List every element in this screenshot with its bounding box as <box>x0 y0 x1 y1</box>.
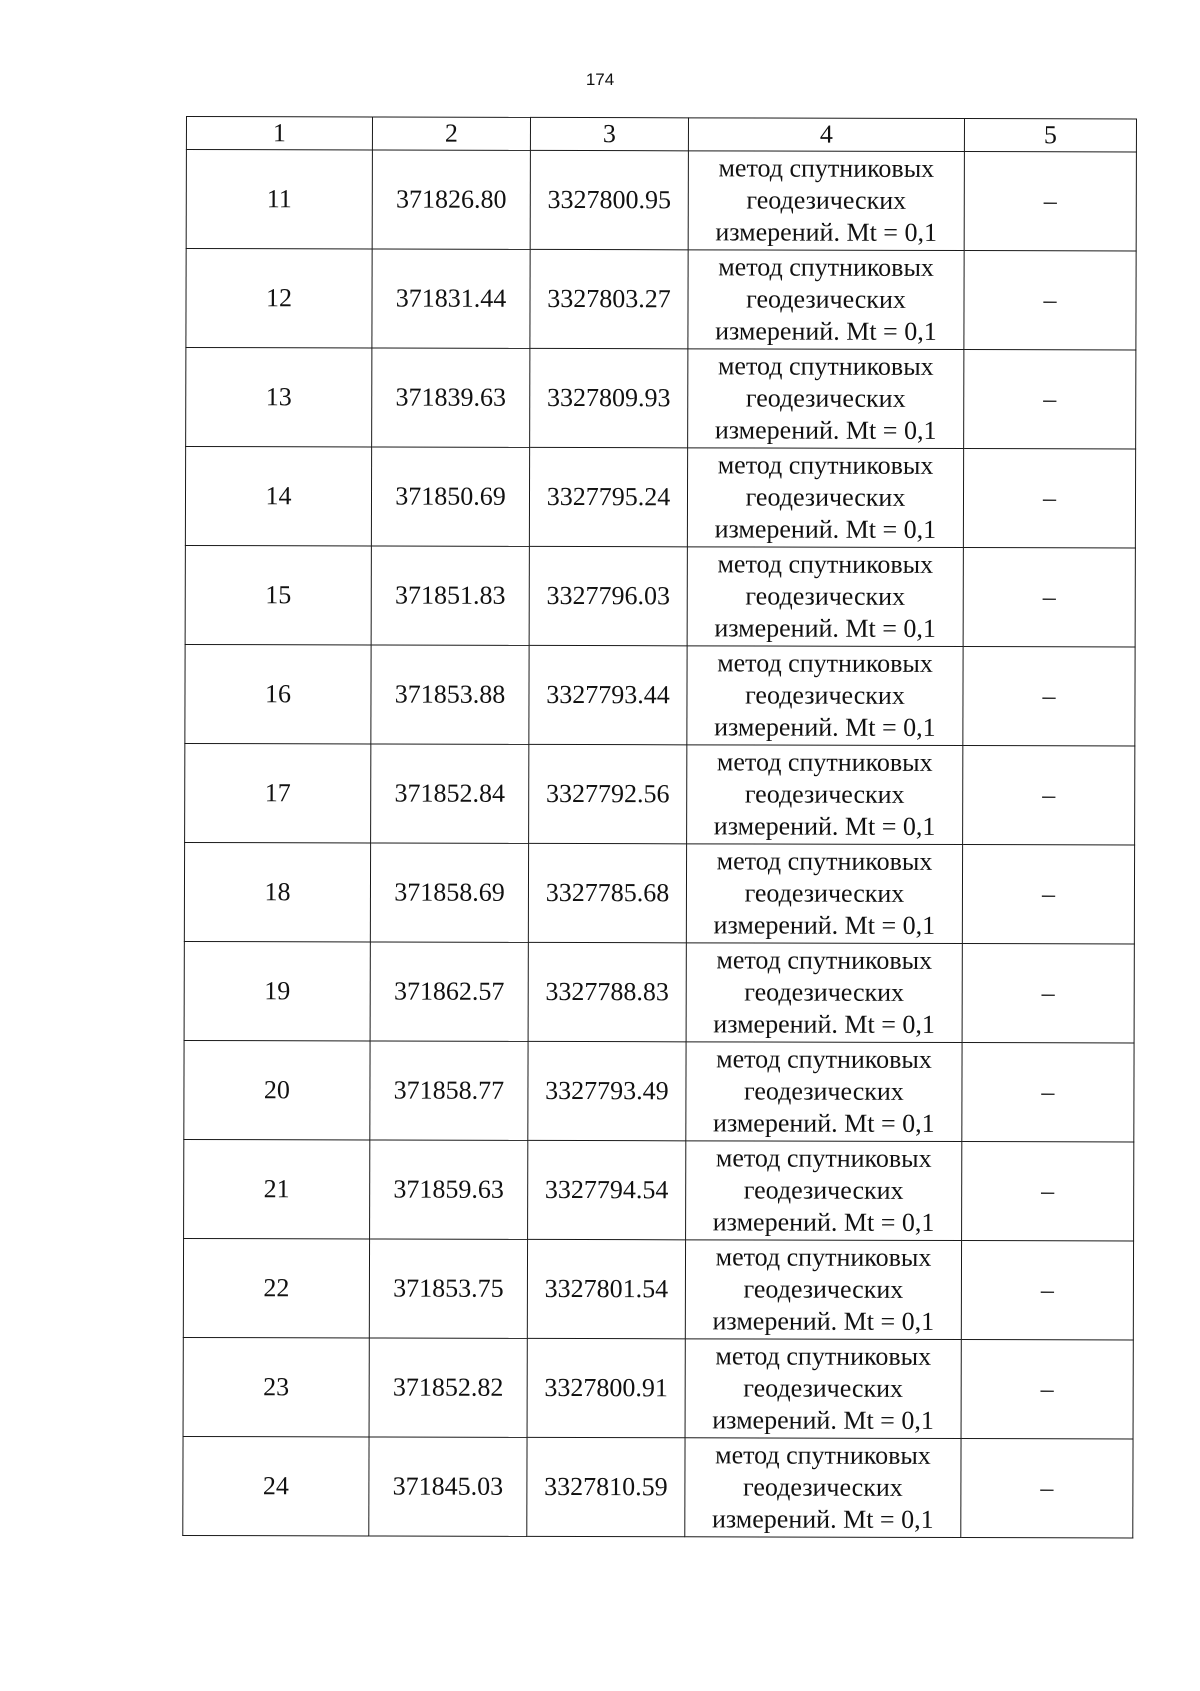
y-coordinate-cell: 3327800.91 <box>527 1338 685 1437</box>
x-coordinate-cell: 371852.84 <box>371 744 529 843</box>
table-header-row <box>186 117 1136 152</box>
y-coordinate-cell: 3327785.68 <box>528 843 686 942</box>
table-row <box>186 249 1136 350</box>
table-row <box>185 644 1135 745</box>
method-line: измерений. Mt = 0,1 <box>714 415 937 445</box>
method-line: метод спутниковых <box>716 846 933 876</box>
table-row <box>183 1337 1133 1438</box>
y-coordinate-cell: 3327810.59 <box>527 1437 685 1536</box>
table-row <box>186 348 1136 449</box>
note-cell: – <box>963 746 1135 845</box>
method-cell <box>685 1339 961 1439</box>
x-coordinate-cell: 371862.57 <box>370 942 528 1041</box>
method-line: геодезических <box>743 1274 904 1304</box>
note-cell: – <box>961 1340 1133 1439</box>
x-coordinate-cell: 371850.69 <box>371 447 529 546</box>
method-line: метод спутниковых <box>717 549 934 579</box>
method-cell <box>686 844 962 944</box>
note-cell: – <box>964 152 1136 251</box>
note-cell: – <box>964 350 1136 449</box>
method-line: геодезических <box>744 779 905 809</box>
page-number: 174 <box>585 70 615 89</box>
table-row <box>186 150 1136 251</box>
y-coordinate-cell: 3327800.95 <box>530 150 688 249</box>
table-row <box>184 1040 1134 1141</box>
point-number-cell: 16 <box>185 644 371 743</box>
y-coordinate-cell: 3327792.56 <box>529 744 687 843</box>
method-cell <box>688 349 964 449</box>
method-cell <box>688 250 964 350</box>
y-coordinate-cell: 3327803.27 <box>530 249 688 348</box>
method-line: метод спутниковых <box>715 1143 932 1173</box>
method-line: метод спутниковых <box>716 1044 932 1074</box>
method-line: измерений. Mt = 0,1 <box>715 316 937 346</box>
note-cell: – <box>963 449 1135 548</box>
method-line: геодезических <box>744 977 905 1007</box>
method-cell <box>687 448 963 548</box>
method-cell <box>686 1141 962 1241</box>
y-coordinate-cell: 3327795.24 <box>529 447 687 546</box>
method-line: геодезических <box>744 1076 904 1106</box>
header-cell: 5 <box>964 119 1136 152</box>
point-number-cell: 24 <box>183 1436 369 1535</box>
header-cell: 1 <box>186 117 372 150</box>
y-coordinate-cell: 3327793.49 <box>528 1041 686 1140</box>
method-line: геодезических <box>745 482 906 512</box>
note-cell: – <box>963 548 1135 647</box>
method-line: измерений. Mt = 0,1 <box>714 712 936 742</box>
y-coordinate-cell: 3327801.54 <box>527 1239 685 1338</box>
x-coordinate-cell: 371858.77 <box>370 1041 528 1140</box>
point-number-cell: 14 <box>185 447 371 546</box>
y-coordinate-cell: 3327788.83 <box>528 942 686 1041</box>
method-cell <box>685 1240 961 1340</box>
method-line: метод спутниковых <box>715 1440 931 1470</box>
note-cell: – <box>963 647 1135 746</box>
x-coordinate-cell: 371852.82 <box>369 1338 527 1437</box>
point-number-cell: 18 <box>184 842 370 941</box>
note-cell: – <box>962 944 1134 1043</box>
method-cell <box>687 547 963 647</box>
method-line: измерений. Mt = 0,1 <box>712 1207 935 1237</box>
method-line: измерений. Mt = 0,1 <box>713 811 936 841</box>
table-row <box>183 1238 1133 1339</box>
header-cell: 2 <box>372 117 530 150</box>
method-line: геодезических <box>743 1373 904 1403</box>
point-number-cell: 22 <box>183 1238 369 1337</box>
method-cell <box>687 646 963 746</box>
x-coordinate-cell: 371853.75 <box>369 1239 527 1338</box>
method-cell <box>688 151 964 251</box>
x-coordinate-cell: 371826.80 <box>372 150 530 249</box>
method-line: измерений. Mt = 0,1 <box>711 1504 934 1534</box>
table-row <box>185 545 1135 646</box>
note-cell: – <box>962 845 1134 944</box>
method-line: измерений. Mt = 0,1 <box>714 613 936 643</box>
table-row <box>185 447 1135 548</box>
table-row <box>183 1436 1133 1537</box>
method-line: геодезических <box>746 284 906 314</box>
method-line: измерений. Mt = 0,1 <box>715 217 938 247</box>
method-line: геодезических <box>744 878 905 908</box>
point-number-cell: 20 <box>184 1040 370 1139</box>
x-coordinate-cell: 371858.69 <box>370 843 528 942</box>
method-line: метод спутниковых <box>717 648 933 678</box>
method-line: метод спутниковых <box>715 1341 932 1371</box>
table-row <box>184 1139 1134 1240</box>
note-cell: – <box>962 1043 1134 1142</box>
method-line: геодезических <box>745 581 906 611</box>
point-number-cell: 23 <box>183 1337 369 1436</box>
method-line: геодезических <box>742 1472 903 1502</box>
method-line: измерений. Mt = 0,1 <box>713 910 936 940</box>
y-coordinate-cell: 3327809.93 <box>530 348 688 447</box>
point-number-cell: 11 <box>186 150 372 249</box>
method-line: геодезических <box>745 383 906 413</box>
method-line: измерений. Mt = 0,1 <box>712 1405 934 1435</box>
method-line: измерений. Mt = 0,1 <box>713 1108 935 1138</box>
x-coordinate-cell: 371853.88 <box>371 645 529 744</box>
method-line: метод спутниковых <box>718 252 934 282</box>
method-line: измерений. Mt = 0,1 <box>713 1009 935 1039</box>
point-number-cell: 15 <box>185 545 371 644</box>
y-coordinate-cell: 3327796.03 <box>529 546 687 645</box>
x-coordinate-cell: 371839.63 <box>372 348 530 447</box>
point-number-cell: 21 <box>184 1139 370 1238</box>
method-line: метод спутниковых <box>716 945 933 975</box>
table-row <box>185 743 1135 844</box>
x-coordinate-cell: 371859.63 <box>370 1140 528 1239</box>
method-line: метод спутниковых <box>715 1242 932 1272</box>
table-row <box>184 941 1134 1042</box>
method-line: геодезических <box>745 680 905 710</box>
y-coordinate-cell: 3327794.54 <box>528 1140 686 1239</box>
y-coordinate-cell: 3327793.44 <box>529 645 687 744</box>
header-cell: 3 <box>530 117 688 150</box>
header-cell: 4 <box>688 118 964 152</box>
note-cell: – <box>962 1142 1134 1241</box>
coordinates-table <box>182 116 1137 1538</box>
method-line: метод спутниковых <box>717 351 934 381</box>
method-cell <box>685 1438 961 1538</box>
point-number-cell: 19 <box>184 941 370 1040</box>
method-cell <box>687 745 963 845</box>
method-line: метод спутниковых <box>717 450 934 480</box>
method-line: геодезических <box>743 1175 904 1205</box>
method-line: метод спутниковых <box>716 747 933 777</box>
method-line: измерений. Mt = 0,1 <box>714 514 937 544</box>
table-row <box>184 842 1134 943</box>
x-coordinate-cell: 371845.03 <box>369 1437 527 1536</box>
note-cell: – <box>961 1241 1133 1340</box>
point-number-cell: 17 <box>185 743 371 842</box>
x-coordinate-cell: 371831.44 <box>372 249 530 348</box>
note-cell: – <box>961 1439 1133 1538</box>
method-line: метод спутниковых <box>718 153 935 183</box>
method-cell <box>686 1042 962 1142</box>
point-number-cell: 12 <box>186 249 372 348</box>
method-cell <box>686 943 962 1043</box>
method-line: геодезических <box>746 185 907 215</box>
method-line: измерений. Mt = 0,1 <box>712 1306 935 1336</box>
point-number-cell: 13 <box>186 348 372 447</box>
note-cell: – <box>964 251 1136 350</box>
x-coordinate-cell: 371851.83 <box>371 546 529 645</box>
